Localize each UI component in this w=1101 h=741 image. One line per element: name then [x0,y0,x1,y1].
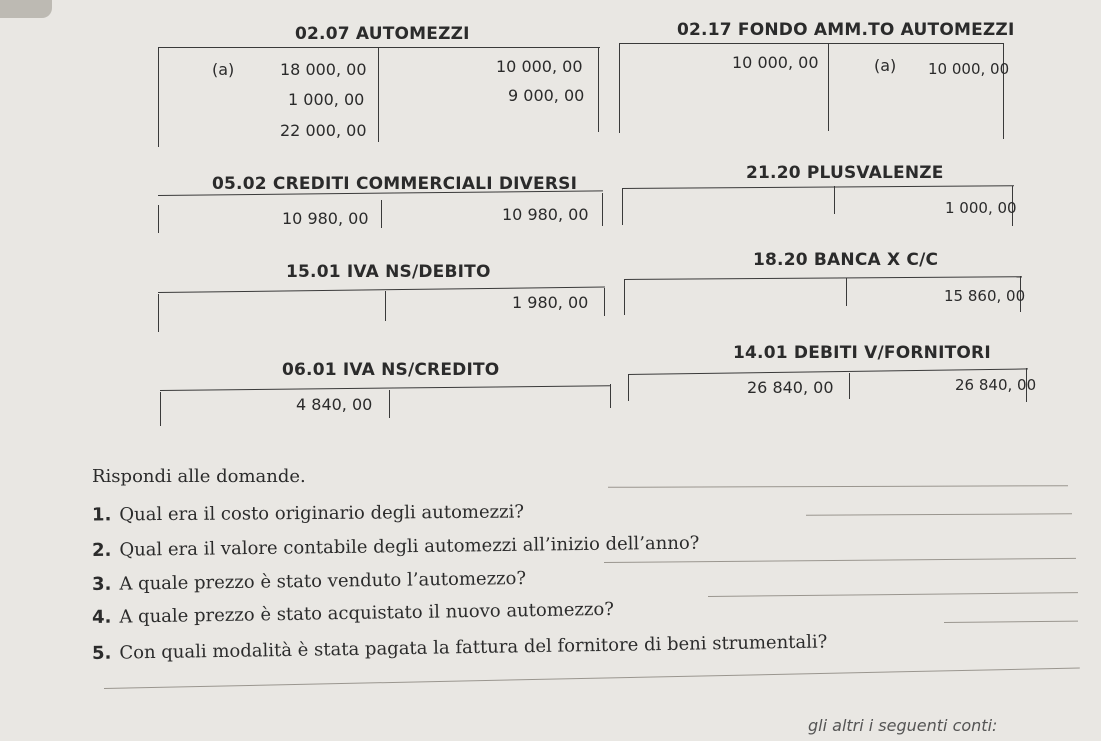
account-right-edge [598,47,599,132]
credit-value: 10 980, 00 [502,205,589,224]
account-right-edge [602,193,603,226]
account-left-edge [158,294,159,332]
answer-line-3[interactable] [604,558,1076,563]
debit-value: 10 000, 00 [732,53,819,72]
account-right-edge [1003,43,1004,139]
answer-line-2[interactable] [806,513,1072,515]
answer-line-1[interactable] [608,485,1068,488]
account-center-line [381,200,382,228]
question-5: 5. Con quali modalità è stata pagata la fattura del fornitore di beni strumentali? [91,631,828,664]
account-center-line [385,291,386,321]
answer-line-5[interactable] [944,621,1078,623]
answer-line-4[interactable] [708,592,1078,597]
account-left-edge [622,189,623,225]
debit-value: 10 980, 00 [282,209,369,228]
account-center-line [378,47,379,142]
account-left-edge [158,47,159,147]
account-title: 02.07 AUTOMEZZI [295,24,470,44]
account-center-line [846,278,847,306]
account-top-line [160,385,610,391]
account-center-line [389,390,390,418]
debit-value: 1 000, 00 [288,90,365,109]
credit-value: 1 000, 00 [945,199,1017,217]
debit-ref: (a) [212,60,235,79]
account-title: 18.20 BANCA X C/C [753,250,939,270]
debit-value: 4 840, 00 [296,395,373,414]
question-2: 2. Qual era il valore contabile degli automezzi all’inizio dell’anno? [91,532,700,561]
account-top-line [628,368,1028,375]
account-title: 15.01 IVA NS/DEBITO [286,262,491,282]
account-center-line [849,373,850,399]
credit-value: 10 000, 00 [928,60,1010,78]
debit-value: 18 000, 00 [280,60,367,79]
page-tab-corner [0,0,52,18]
account-top-line [624,276,1022,280]
questions-intro: Rispondi alle domande. [92,466,306,487]
account-top-line [622,185,1014,189]
credit-ref: (a) [874,56,897,75]
account-left-edge [624,280,625,315]
account-title: 14.01 DEBITI V/FORNITORI [733,343,991,363]
debit-value: 22 000, 00 [280,121,367,140]
answer-line-6[interactable] [104,668,1080,689]
question-4: 4. A quale prezzo è stato acquistato il nuovo automezzo? [91,598,615,628]
credit-value: 15 860, 00 [944,287,1026,305]
account-right-edge [604,288,605,316]
credit-value: 9 000, 00 [508,86,585,105]
credit-value: 10 000, 00 [496,57,583,76]
account-left-edge [158,205,159,233]
account-left-edge [619,43,620,133]
account-title: 05.02 CREDITI COMMERCIALI DIVERSI [212,174,578,194]
account-title: 21.20 PLUSVALENZE [746,163,944,183]
account-right-edge [610,384,611,408]
account-left-edge [160,392,161,426]
credit-value: 26 840, 00 [955,376,1037,394]
footer-note: gli altri i seguenti conti: [808,716,998,735]
question-3: 3. A quale prezzo è stato venduto l’automezzo? [91,567,527,595]
question-1: 1. Qual era il costo originario degli automezzi? [91,501,525,526]
account-left-edge [628,375,629,401]
account-center-line [834,186,835,214]
account-center-line [828,43,829,131]
account-top-line [158,47,600,48]
account-title: 06.01 IVA NS/CREDITO [282,360,500,380]
debit-value: 26 840, 00 [747,378,834,397]
credit-value: 1 980, 00 [512,293,589,312]
account-title: 02.17 FONDO AMM.TO AUTOMEZZI [677,20,1015,40]
account-top-line [619,43,1003,44]
